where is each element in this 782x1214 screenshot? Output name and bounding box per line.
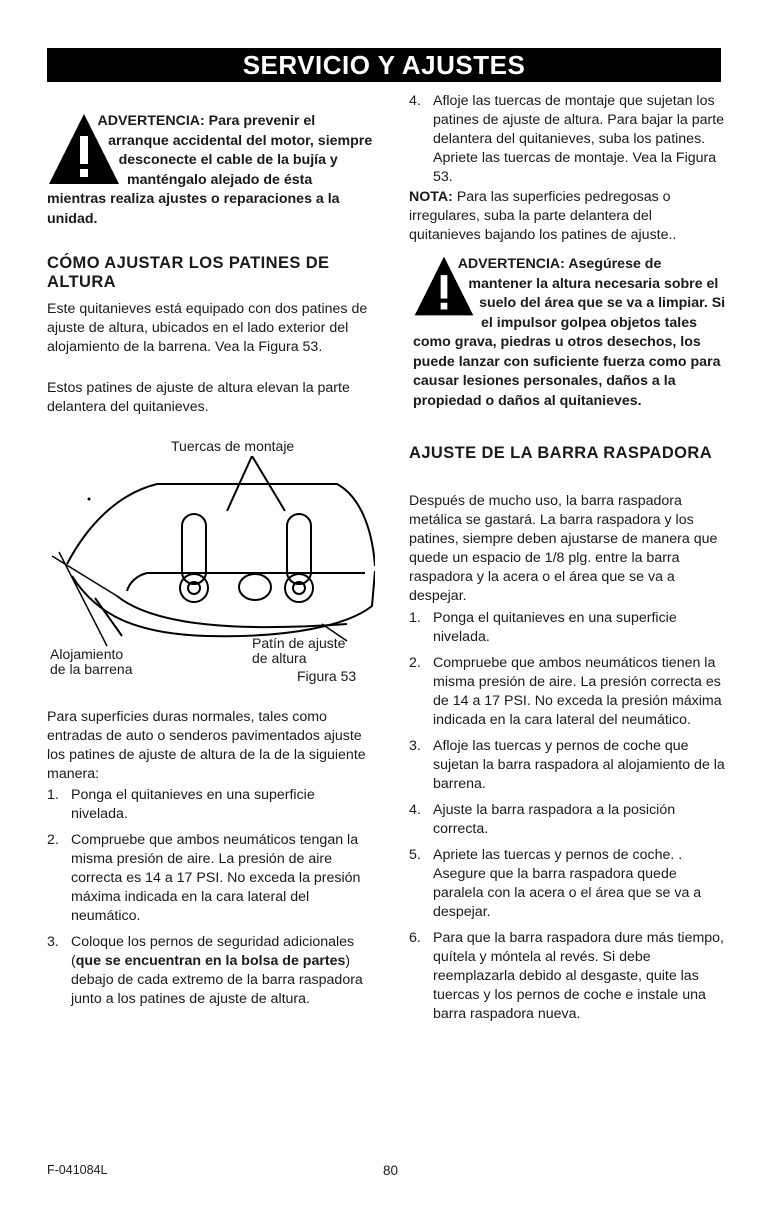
right-steps-list	[409, 609, 727, 1024]
section-title-barra: AJUSTE DE LA BARRA RASPADORA	[409, 444, 713, 462]
right-warning	[413, 255, 727, 411]
left-step-3: 3. Coloque los pernos de seguridad adicionales (que se encuentran en la bolsa de partes) debajo de cada extremo de la barra raspadora junto a los patines de ajuste de altura.	[47, 934, 363, 1007]
figure-label-skid-1: Patín de ajuste	[252, 635, 346, 651]
right-step-5: 5. Apriete las tuercas y pernos de coche. . Asegure que la barra raspadora quede paralela con la acera o el área que se va a despejar.	[409, 847, 702, 920]
left-step-2: 2. Compruebe que ambos neumáticos tengan la misma presión de aire. La presión de aire correcta es 14 a 17 PSI. No exceda la presión máxima indicada en la cara lateral del neumático.	[47, 832, 361, 924]
page-banner-title: SERVICIO Y AJUSTES	[47, 48, 721, 82]
footer-code: F-041084L	[47, 1163, 108, 1177]
left-warning	[47, 112, 375, 229]
right-step-2: 2. Compruebe que ambos neumáticos tienen la misma presión de aire. La presión correcta es de 14 a 17 PSI. No exceda la presión máxima indicada en la cara lateral del neumático.	[409, 655, 722, 728]
left-steps-list	[47, 786, 375, 1009]
left-warning-text: el arranque accidental del motor, siempre desconecte el cable de la bujía y manténgalo alejado de ésta mientras realiza ajustes o reparaciones a la unidad.	[47, 113, 373, 227]
figure-label-mounting-nuts: Tuercas de montaje	[171, 438, 295, 454]
left-para-1: Este quitanieves está equipado con dos patines de ajuste de altura, ubicados en el lado exterior del alojamiento de la barrena. Vea la Figura 53.	[47, 301, 368, 355]
right-step-1: 1. Ponga el quitanieves en una superficie nivelada.	[409, 610, 677, 645]
figure-caption: Figura 53	[297, 668, 357, 684]
right-step-3: 3. Afloje las tuercas y pernos de coche que sujetan la barra raspadora al alojamiento de la barrena.	[409, 738, 725, 792]
right-step-4-list	[409, 92, 727, 187]
section-title-patines: CÓMO AJUSTAR LOS PATINES DE ALTURA	[47, 254, 330, 291]
skid-shoe-diagram	[47, 456, 375, 661]
left-para-3: Para superficies duras normales, tales como entradas de auto o senderos pavimentados ajuste los patines de ajuste de altura de la de la siguiente manera:	[47, 709, 366, 782]
right-step-6: 6. Para que la barra raspadora dure más tiempo, quítela y móntela al revés. Si debe reemplazarla debido al desgaste, quite las tuercas y los pernos de coche e instale una barra raspadora nueva.	[409, 930, 725, 1022]
right-warning-text: ADVERTENCIA: Asegúrese de mantener la altura necesaria sobre el suelo del área que se va a limpiar. Si el impulsor golpea objetos tales como grava, piedras u otros desechos, los puede lanzar con suficiente fuerza como para causar lesiones personales, daños a la propiedad o daños al quitanieves.	[413, 256, 726, 409]
left-para-2: Estos patines de ajuste de altura elevan la parte delantera del quitanieves.	[47, 380, 350, 415]
page-number: 80	[383, 1163, 399, 1178]
figure-label-skid-2: de altura	[252, 650, 307, 666]
left-step-1: 1. Ponga el quitanieves en una superficie nivelada.	[47, 787, 315, 822]
left-warning-lead: ADVERTENCIA: Para prevenir	[97, 113, 300, 129]
right-para-1: Después de mucho uso, la barra raspadora metálica se gastará. La barra raspadora y los patines, siempre deben ajustarse de manera que quede un espacio de 1/8 plg. entre la barra raspadora y la acera o el área que se va a despejar.	[409, 493, 718, 604]
right-step-4b: 4. Ajuste la barra raspadora a la posición correcta.	[409, 802, 676, 837]
note: NOTA: Para las superficies pedregosas o irregulares, suba la parte delantera del quitanieves bajando los patines de ajuste..	[409, 189, 677, 243]
figure-label-housing-1: Alojamiento	[50, 646, 124, 662]
figure-53	[47, 436, 375, 686]
figure-label-housing-2: de la barrena	[50, 661, 133, 677]
right-step-4: 4. Afloje las tuercas de montaje que sujetan los patines de ajuste de altura. Para bajar la parte delantera del quitanieves, suba los patines. Apriete las tuercas de montaje. Vea la Figura 53.	[409, 93, 725, 185]
